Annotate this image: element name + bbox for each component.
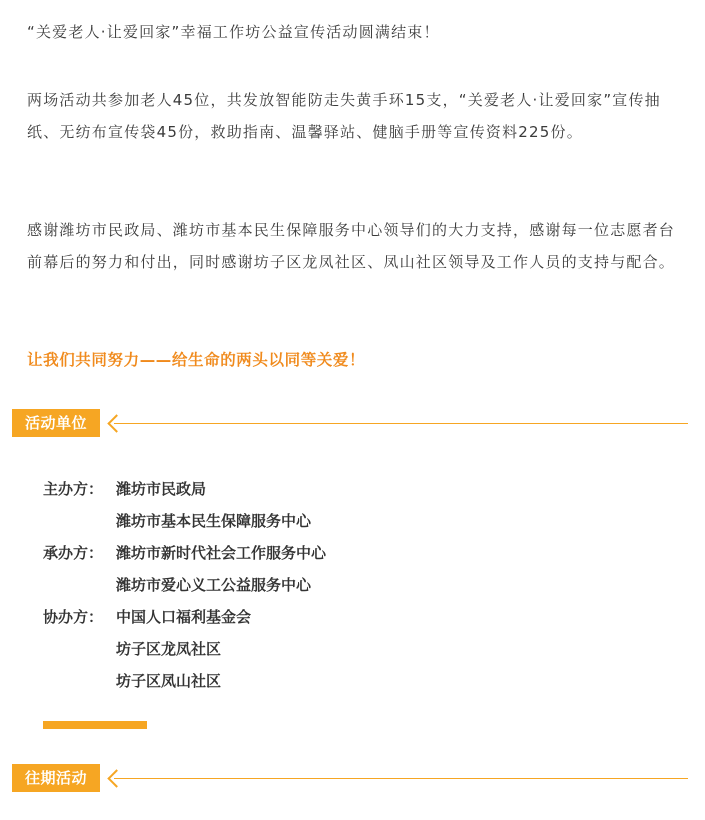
host-label: 主办方：	[43, 480, 104, 498]
summary-paragraph: 两场活动共参加老人45位，共发放智能防走失黄手环15支，“关爱老人·让爱回家”宣传抽纸、无纺布宣传袋45份，救助指南、温馨驿站、健脑手册等宣传资料225份。	[27, 91, 661, 141]
host-name: 潍坊市民政局	[116, 480, 207, 498]
co-row-1	[43, 601, 251, 633]
organizer-row-1	[43, 537, 326, 569]
thanks-paragraph: 感谢潍坊市民政局、潍坊市基本民生保障服务中心领导们的大力支持，感谢每一位志愿者台前幕后的努力和付出，同时感谢坊子区龙凤社区、凤山社区领导及工作人员的支持与配合。	[27, 221, 676, 271]
section-divider-line	[114, 423, 688, 424]
host-row-2	[43, 505, 311, 537]
section-divider-line	[114, 778, 688, 779]
organizer-name: 潍坊市爱心义工公益服务中心	[116, 576, 312, 594]
co-label: 协办方：	[43, 608, 104, 626]
co-name: 坊子区龙凤社区	[116, 640, 222, 658]
host-name: 潍坊市基本民生保障服务中心	[116, 512, 312, 530]
accent-divider-bar	[43, 721, 147, 729]
co-name: 中国人口福利基金会	[116, 608, 252, 626]
units-section-title: 活动单位	[12, 409, 100, 437]
past-section-header	[12, 764, 688, 794]
co-row-3	[43, 665, 221, 697]
slogan-text: 让我们共同努力——给生命的两头以同等关爱！	[27, 351, 366, 369]
organizer-row-2	[43, 569, 311, 601]
co-row-2	[43, 633, 221, 665]
co-name: 坊子区凤山社区	[116, 672, 222, 690]
units-section-header	[12, 409, 688, 439]
host-row-1	[43, 473, 206, 505]
past-section-title[interactable]: 往期活动	[12, 764, 100, 792]
organizer-label: 承办方：	[43, 544, 104, 562]
intro-paragraph: “关爱老人·让爱回家”幸福工作坊公益宣传活动圆满结束！	[27, 23, 440, 41]
organizer-name: 潍坊市新时代社会工作服务中心	[116, 544, 327, 562]
